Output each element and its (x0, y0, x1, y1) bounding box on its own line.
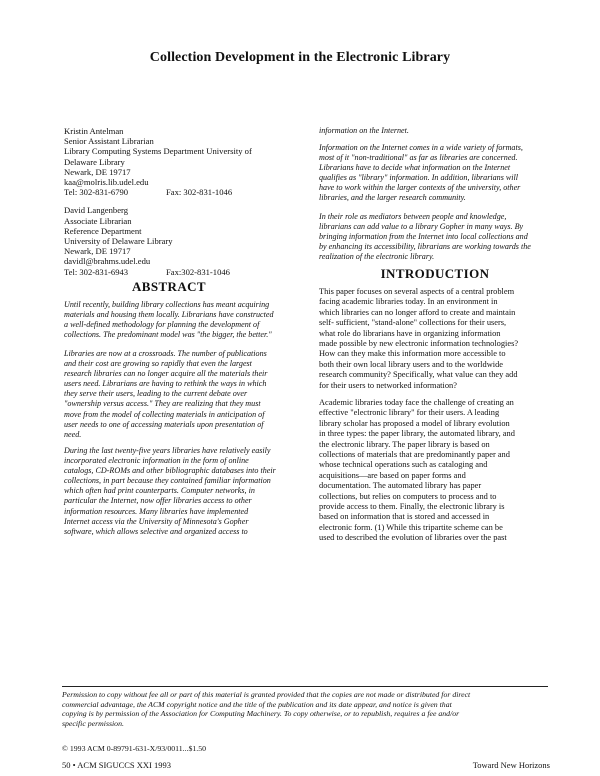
right-paragraph-1: information on the Internet. (319, 126, 409, 135)
introduction-heading: INTRODUCTION (380, 266, 490, 281)
paper-title: Collection Development in the Electronic Library (149, 50, 451, 65)
author-tel: Tel: 302-831-6943 (64, 266, 129, 277)
introduction-paragraph-2: Academic libraries today face the challenge of creating an effective "electronic library" for their users. A leading library scholar has proposed a model of library evolution in three types: the paper library, the automated library, and the electronic library. The paper library is based on collections of materials that are predominantly paper and whose technical operations such as cataloging and acquisitions—are based on paper forms and documentation. The automated library has paper collections, but relies on computers to process and to provide access to them. Finally, the electronic library is based on information that is stored and accessed in electronic form. (1) While this tripartite scheme can be used to described the evolution of libraries over the past (319, 398, 515, 543)
author-tel: Tel: 302-831-6790 (64, 187, 129, 198)
author-fax: Fax: 302-831-1046 (166, 187, 233, 198)
author-department-cont: Delaware Library (64, 156, 125, 167)
author-email: kaa@molris.lib.udel.edu (64, 177, 149, 188)
author-role: Senior Assistant Librarian (64, 136, 154, 147)
author-city: Newark, DE 19717 (64, 246, 131, 257)
introduction-paragraph-1: This paper focuses on several aspects of a central problem facing academic libraries today. In an environment in which libraries can no longer afford to create and maintain self- sufficient, "stand-alone" collections for their users, what role do librarians have in organizing information made possible by new electronic information technologies? How can they make this information more accessible to both their own local library users and to the worldwide research community? Specifically, what value can they add for their users to networked information? (319, 287, 519, 390)
author-phone-row (64, 187, 320, 197)
author-phone-row (64, 267, 320, 277)
abstract-paragraph-2: Libraries are now at a crossroads. The number of publications and their cost are growing so rapidly that even the largest research libraries can no longer acquire all the materials their users need. Librarians are having to rethink the ways in which they serve their users, leading to the current debate over "ownership versus access." They are realizing that they must move from the model of collecting materials in anticipation of user needs to one of accessing materials upon presentation of need. (64, 349, 268, 439)
author-name: David Langenberg (64, 205, 129, 216)
permission-notice: Permission to copy without fee all or part of this material is granted provided that the copies are not made or distributed for direct commercial advantage, the ACM copyright notice and the title of the publication and its date appear, and notice is given that copying is by permission of the Association for Computing Machinery. To copy otherwise, or to republish, requires a fee and/or specific permission. (62, 686, 548, 728)
abstract-paragraph-3: During the last twenty-five years libraries have relatively easily incorporated electronic information in the form of online catalogs, CD-ROMs and other bibliographic databases into their collections, in part because they contained familiar information which often had print counterparts. Computer networks, in particular the Internet, now offer libraries access to other information resources. Many libraries have implemented Internet access via the University of Minnesota's Gopher software, which allows selective and organized access to (64, 446, 276, 536)
author-department: Library Computing Systems Department University of (64, 146, 252, 157)
copyright-line: © 1993 ACM 0-89791-631-X/93/0011...$1.50 (62, 744, 207, 753)
footer-page-info: 50 • ACM SIGUCCS XXI 1993 (62, 760, 172, 770)
author-university: University of Delaware Library (64, 236, 173, 247)
right-paragraph-2: Information on the Internet comes in a wide variety of formats, most of it "non-traditional" as far as libraries are concerned. Librarians have to decide what information on the Internet qualifies as "library" information. In addition, librarians will have to work within the larger contexts of the university, other libraries, and the larger research community. (319, 143, 523, 203)
abstract-paragraph-1: Until recently, building library collections has meant acquiring materials and housing them locally. Librarians have constructed a well-defined methodology for planning the development of collections. The predominant model was "the bigger, the better." (64, 300, 274, 340)
footer-running-title: Toward New Horizons (472, 760, 550, 770)
author-email: davidl@brahms.udel.edu (64, 256, 151, 267)
author-department: Reference Department (64, 225, 142, 236)
author-block-1 (64, 126, 320, 277)
author-role: Associate Librarian (64, 215, 132, 226)
abstract-heading: ABSTRACT (132, 279, 206, 294)
author-city: Newark, DE 19717 (64, 166, 131, 177)
author-name: Kristin Antelman (64, 126, 124, 136)
right-paragraph-3: In their role as mediators between people and knowledge, librarians can add value to a library Gopher in many ways. By bringing information from the Internet into local collections and by enhancing its accessibility, librarians are working towards the realization of the electronic library. (319, 212, 531, 262)
author-fax: Fax:302-831-1046 (166, 266, 230, 277)
